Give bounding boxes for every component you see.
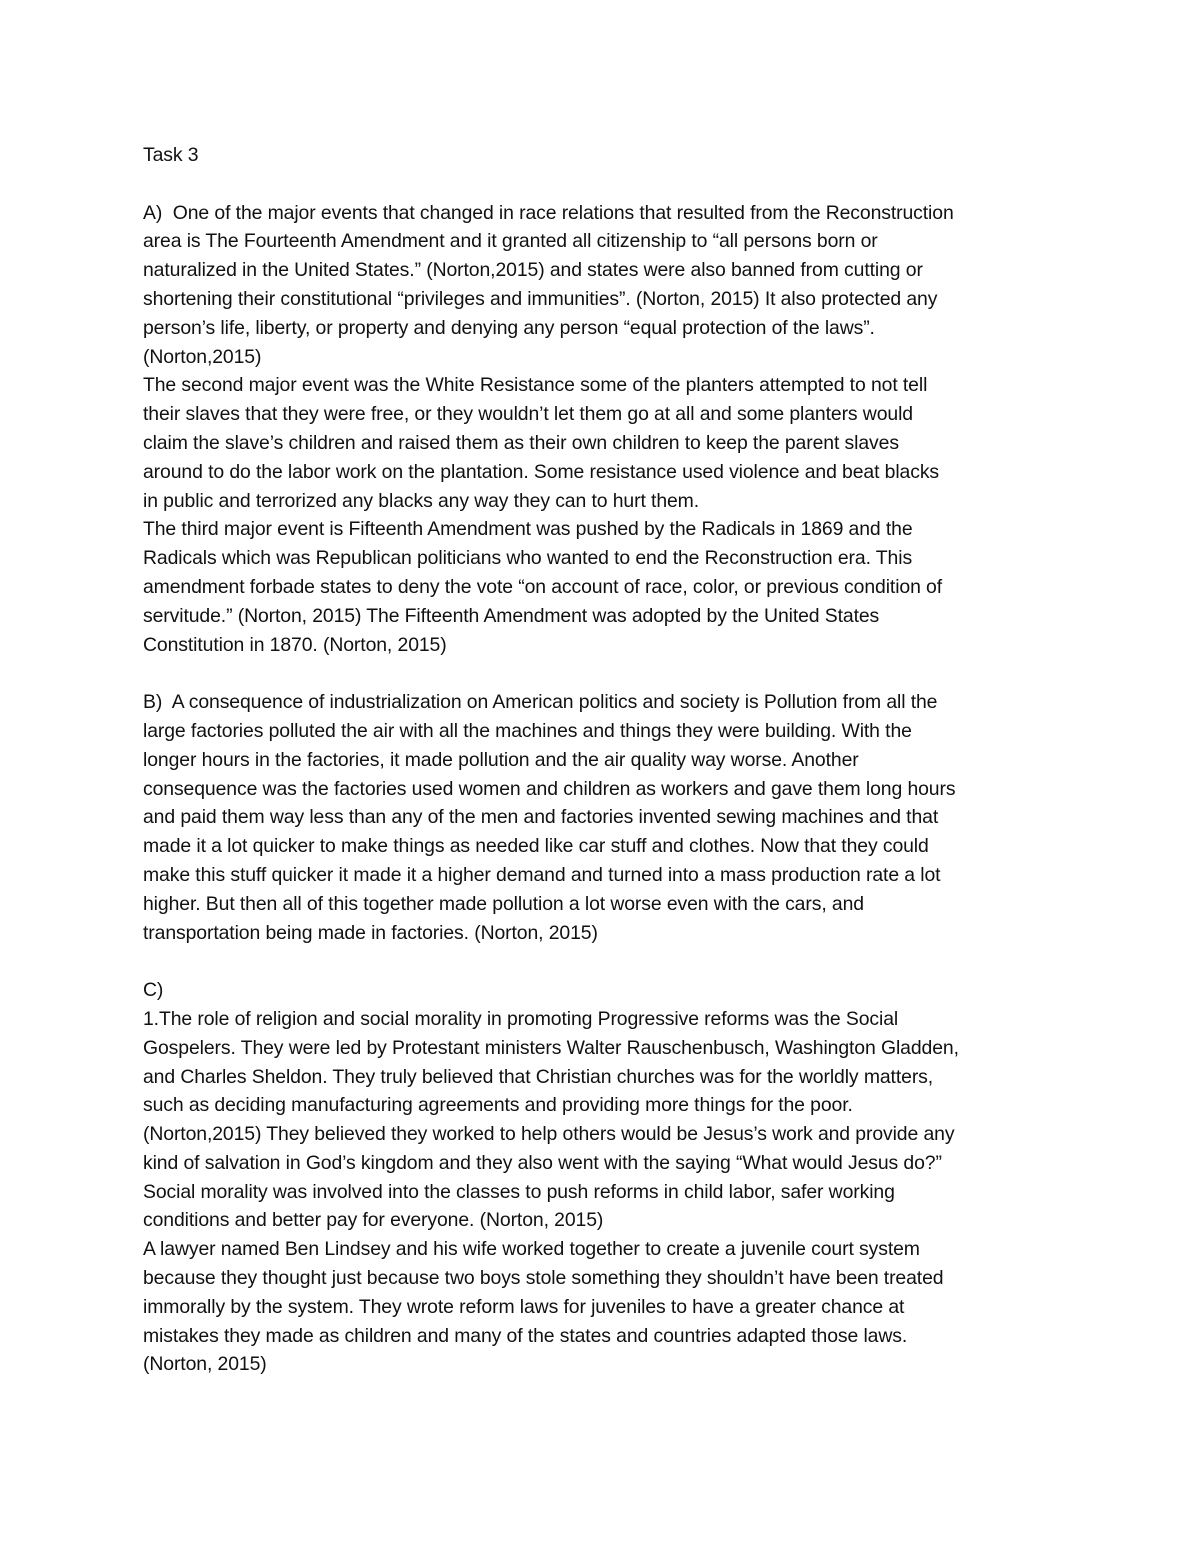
section-a-line: Radicals which was Republican politicians who wanted to end the Reconstruction era. This [143, 547, 913, 570]
section-a-line: Constitution in 1870. (Norton, 2015) [143, 633, 447, 656]
section-b [143, 688, 1068, 947]
section-a-line: naturalized in the United States.” (Norton,2015) and states were also banned from cutting or [143, 259, 923, 282]
section-b-line: made it a lot quicker to make things as needed like car stuff and clothes. Now that they could [143, 835, 929, 858]
section-a-line: servitude.” (Norton, 2015) The Fifteenth Amendment was adopted by the United States [143, 604, 880, 627]
section-b-line: and paid them way less than any of the men and factories invented sewing machines and that [143, 806, 939, 829]
section-b-line: longer hours in the factories, it made pollution and the air quality way worse. Another [143, 748, 859, 771]
section-a-line: A) One of the major events that changed in race relations that resulted from the Reconstruction [143, 201, 954, 224]
spacer [143, 170, 1068, 199]
section-a-line: around to do the labor work on the plantation. Some resistance used violence and beat blacks [143, 460, 940, 483]
section-b-line: make this stuff quicker it made it a higher demand and turned into a mass production rate a lot [143, 863, 941, 886]
section-b-line: higher. But then all of this together made pollution a lot worse even with the cars, and [143, 892, 864, 915]
section-a-line: their slaves that they were free, or they wouldn’t let them go at all and some planters would [143, 403, 913, 426]
section-c-line: conditions and better pay for everyone. (Norton, 2015) [143, 1209, 604, 1232]
section-b-line: consequence was the factories used women and children as workers and gave them long hours [143, 777, 956, 800]
section-a [143, 199, 1068, 660]
spacer [143, 947, 1068, 976]
section-a-line: person’s life, liberty, or property and denying any person “equal protection of the laws”. [143, 316, 875, 339]
section-c-line: kind of salvation in God’s kingdom and they also went with the saying “What would Jesus do?” [143, 1151, 942, 1174]
section-b-line: B) A consequence of industrialization on American politics and society is Pollution from all the [143, 691, 938, 714]
section-b-line: large factories polluted the air with all the machines and things they were building. With the [143, 719, 912, 742]
section-b-line: transportation being made in factories. (Norton, 2015) [143, 921, 598, 944]
section-c-line: A lawyer named Ben Lindsey and his wife worked together to create a juvenile court system [143, 1238, 920, 1261]
section-a-line: The third major event is Fifteenth Amendment was pushed by the Radicals in 1869 and the [143, 518, 913, 541]
section-c-line: 1.The role of religion and social morality in promoting Progressive reforms was the Social [143, 1007, 899, 1030]
section-c-line: and Charles Sheldon. They truly believed that Christian churches was for the worldly matters, [143, 1065, 934, 1088]
section-c-line: (Norton, 2015) [143, 1353, 267, 1376]
section-c-line: Social morality was involved into the classes to push reforms in child labor, safer working [143, 1180, 895, 1203]
section-a-line: (Norton,2015) [143, 345, 262, 368]
section-a-line: The second major event was the White Resistance some of the planters attempted to not tell [143, 374, 928, 397]
section-c-line: (Norton,2015) They believed they worked to help others would be Jesus’s work and provide any [143, 1123, 955, 1146]
section-c-line: mistakes they made as children and many of the states and countries adapted those laws. [143, 1324, 908, 1347]
section-a-line: claim the slave’s children and raised them as their own children to keep the parent slaves [143, 431, 899, 454]
spacer [143, 659, 1068, 688]
section-c-line: because they thought just because two boys stole something they shouldn’t have been treated [143, 1267, 944, 1290]
document-title: Task 3 [143, 144, 199, 166]
section-a-line: amendment forbade states to deny the vote “on account of race, color, or previous condition of [143, 575, 943, 598]
section-a-line: shortening their constitutional “privileges and immunities”. (Norton, 2015) It also protected any [143, 287, 938, 310]
section-c-line: such as deciding manufacturing agreements and providing more things for the poor. [143, 1094, 853, 1117]
section-a-line: area is The Fourteenth Amendment and it granted all citizenship to “all persons born or [143, 230, 878, 253]
section-a-line: in public and terrorized any blacks any way they can to hurt them. [143, 489, 700, 512]
section-c-line: immorally by the system. They wrote reform laws for juveniles to have a greater chance at [143, 1295, 905, 1318]
document-body [143, 141, 1068, 1379]
section-c-line: Gospelers. They were led by Protestant ministers Walter Rauschenbusch, Washington Gladden, [143, 1036, 959, 1059]
section-c [143, 976, 1068, 1379]
section-c-line: C) [143, 979, 164, 1002]
